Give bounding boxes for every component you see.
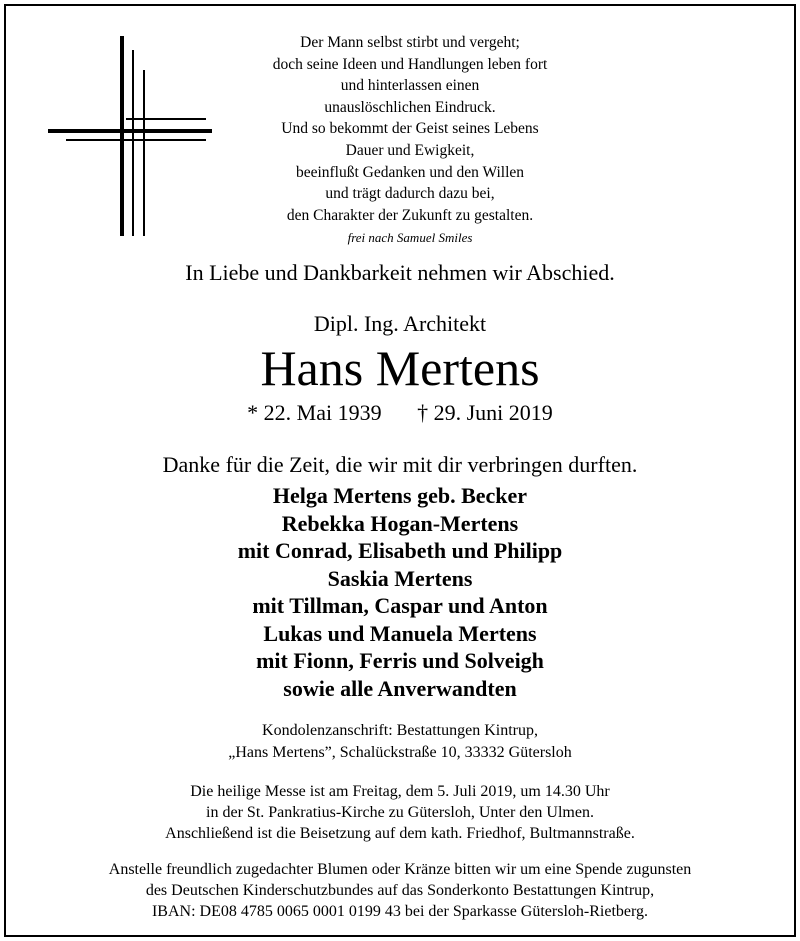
birth-date: * 22. Mai 1939 [247,400,382,425]
mass-line: Die heilige Messe ist am Freitag, dem 5. Juli 2019, um 14.30 Uhr [190,783,610,800]
condolence-line: Kondolenzanschrift: Bestattungen Kintrup, [262,722,538,739]
poem-line: Und so bekommt der Geist seines Lebens [281,120,539,138]
family-member: Rebekka Hogan-Mertens [281,510,519,536]
thanks-text: Danke für die Zeit, die wir mit dir verbringen durften. [162,452,638,477]
family-member: Lukas und Manuela Mertens [263,620,537,646]
family-member: Helga Mertens geb. Becker [272,483,528,508]
mass-line: Anschließend ist die Beisetzung auf dem kath. Friedhof, Bultmannstraße. [165,825,635,842]
death-date: † 29. Juni 2019 [417,400,553,425]
mass-line: in der St. Pankratius-Kirche zu Gütersloh, Unter den Ulmen. [206,804,594,821]
deceased-title: Dipl. Ing. Architekt [313,311,487,336]
life-dates [0,398,800,428]
poem-line: und trägt dadurch dazu bei, [325,185,495,203]
deceased-name: Hans Mertens [260,340,540,396]
family-member: mit Tillman, Caspar und Anton [252,593,548,618]
family-member: sowie alle Anverwandten [283,675,517,701]
poem-line: und hinterlassen einen [340,77,480,95]
family-member: Saskia Mertens [327,565,473,591]
family-list [0,482,800,702]
mass-info [0,781,800,844]
donation-info [0,859,800,922]
poem-line: doch seine Ideen und Handlungen leben fort [272,55,548,73]
poem-line: beeinflußt Gedanken und den Willen [295,163,525,181]
donation-line: IBAN: DE08 4785 0065 0001 0199 43 bei der Sparkasse Gütersloh-Rietberg. [151,903,649,920]
farewell-text: In Liebe und Dankbarkeit nehmen wir Abschied. [185,260,615,285]
poem-attribution: frei nach Samuel Smiles [347,230,473,246]
condolence-line: „Hans Mertens”, Schalückstraße 10, 33332 Gütersloh [228,744,572,761]
poem-line: Der Mann selbst stirbt und vergeht; [300,34,520,51]
donation-line: Anstelle freundlich zugedachter Blumen oder Kränze bitten wir um eine Spende zugunsten [108,861,692,878]
cross-icon [48,36,216,236]
family-member: mit Fionn, Ferris und Solveigh [256,648,544,673]
poem-line: unauslöschlichen Eindruck. [324,98,496,116]
family-member: mit Conrad, Elisabeth und Philipp [237,538,563,563]
condolence-address [0,720,800,764]
poem-line: Dauer und Ewigkeit, [345,141,475,159]
donation-line: des Deutschen Kinderschutzbundes auf das Sonderkonto Bestattungen Kintrup, [145,882,655,899]
poem [230,32,590,249]
poem-line: den Charakter der Zukunft zu gestalten. [286,206,534,224]
